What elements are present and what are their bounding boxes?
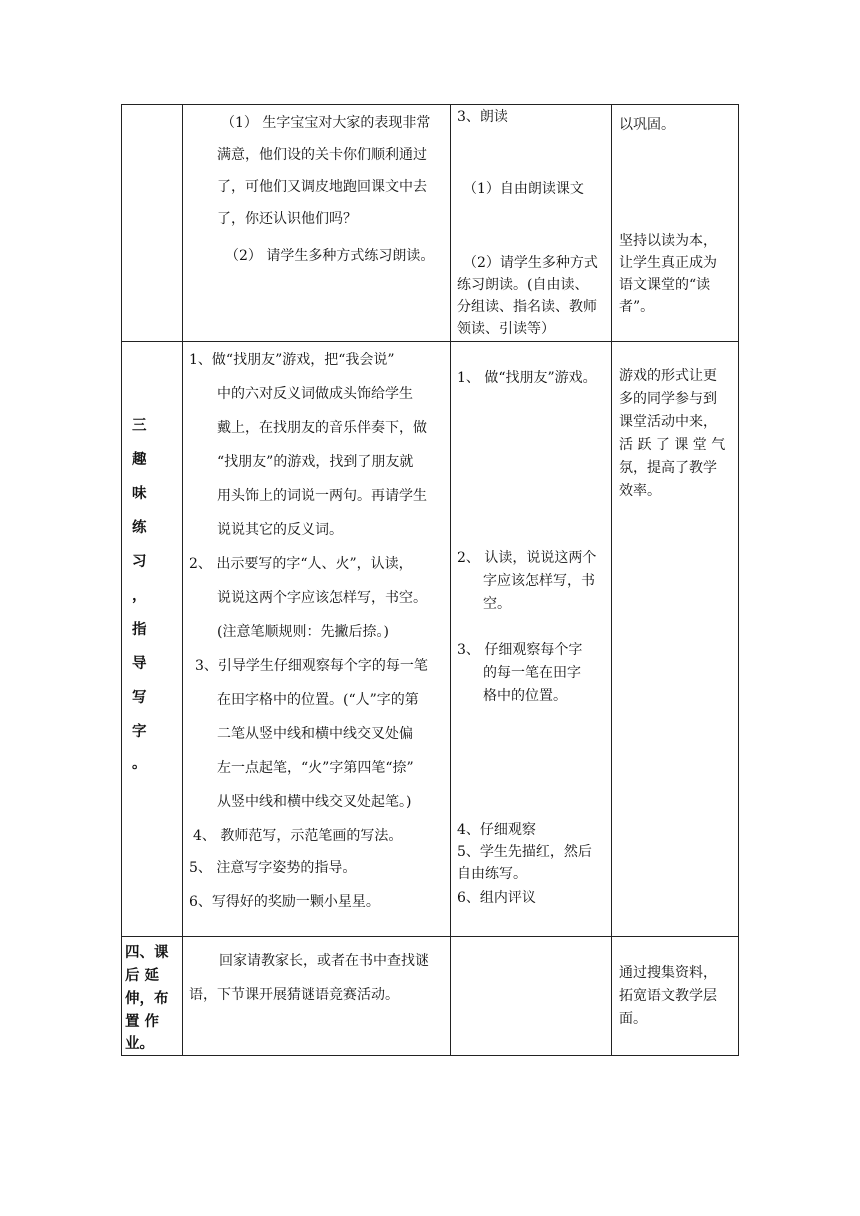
text-line: 自由练写。 (457, 866, 527, 882)
text-line: 中的六对反义词做成头饰给学生 (217, 386, 413, 402)
text-line: 2、 认读，说说这两个 (457, 550, 597, 566)
table-row (122, 937, 739, 1056)
text-line: 氛，提高了教学 (619, 460, 717, 476)
text-line: 5、 注意写字姿势的指导。 (189, 860, 357, 876)
student-activity-cell (451, 937, 612, 1056)
text-line: 说说其它的反义词。 (217, 522, 343, 538)
text-line: 了，你还认识他们吗？ (217, 211, 357, 227)
stage-char: 味 (132, 485, 147, 502)
stage-char: 趣 (132, 451, 147, 468)
text-line: 字应该怎样写，书 (483, 573, 595, 589)
text-line: 3、引导学生仔细观察每个字的每一笔 (195, 658, 428, 674)
text-line: （2）请学生多种方式 (463, 255, 598, 271)
text-line: 1、做“找朋友”游戏，把“我会说” (189, 352, 395, 368)
stage-text: 四、课 (125, 944, 169, 961)
text-line: 让学生真正成为 (619, 255, 717, 271)
text-line: 面。 (619, 1011, 647, 1027)
text-line: （1） 生字宝宝对大家的表现非常 (221, 115, 431, 131)
text-line: 4、仔细观察 (457, 822, 536, 838)
stage-char: 练 (132, 519, 147, 536)
table-row (122, 342, 739, 937)
design-intent-cell (612, 937, 739, 1056)
stage-text: 伸，布 (125, 990, 169, 1007)
text-line: （1）自由朗读课文 (463, 181, 584, 197)
text-line: 5、学生先描红，然后 (457, 844, 592, 860)
text-line: 者”。 (619, 299, 655, 315)
stage-cell (122, 937, 183, 1056)
text-line: 用头饰上的词说一两句。再请学生 (217, 488, 427, 504)
text-line: 在田字格中的位置。(“人”字的第 (217, 692, 419, 708)
text-line: 二笔从竖中线和横中线交叉处偏 (217, 726, 413, 742)
text-line: 满意，他们设的关卡你们顺利通过 (217, 147, 427, 163)
text-line: 课堂活动中来， (619, 414, 717, 430)
text-line: 效率。 (619, 483, 661, 499)
stage-char: 三 (132, 417, 147, 434)
stage-text: 后 延 (125, 967, 160, 984)
text-line: 的每一笔在田字 (483, 665, 581, 681)
stage-text: 置 作 (125, 1013, 160, 1030)
text-line: 2、 出示要写的字“人、火”，认读， (189, 556, 413, 572)
text-line: 拓宽语文教学层 (619, 988, 717, 1004)
stage-char: 习 (132, 553, 147, 570)
text-line: 左一点起笔，“火”字第四笔“捺” (217, 760, 414, 776)
text-line: 1、 做“找朋友”游戏。 (457, 370, 597, 386)
text-line: 通过搜集资料， (619, 965, 717, 981)
stage-char: 字 (132, 723, 147, 740)
text-line: 3、 仔细观察每个字 (457, 642, 583, 658)
stage-char: 写 (132, 689, 147, 706)
text-line: （2） 请学生多种方式练习朗读。 (225, 248, 435, 264)
teacher-activity-cell (183, 937, 451, 1056)
text-line: 语，下节课开展猜谜语竞赛活动。 (189, 987, 399, 1003)
stage-char: 。 (132, 755, 147, 772)
design-intent-cell (612, 342, 739, 937)
stage-char: 指 (132, 621, 147, 638)
lesson-plan-table (121, 104, 739, 1056)
text-line: (注意笔顺规则：先撇后捺。) (217, 624, 389, 640)
text-line: 分组读、指名读、教师 (457, 299, 597, 315)
text-line: 6、组内评议 (457, 890, 536, 906)
student-activity-cell (451, 342, 612, 937)
teacher-activity-cell (183, 105, 451, 342)
student-activity-cell (451, 105, 612, 342)
stage-cell (122, 105, 183, 342)
text-line: 坚持以读为本， (619, 233, 717, 249)
text-line: 格中的位置。 (483, 688, 567, 704)
text-line: 4、 教师范写，示范笔画的写法。 (193, 828, 403, 844)
table-row (122, 105, 739, 342)
text-line: 3、朗读 (457, 109, 508, 125)
text-line: 游戏的形式让更 (619, 368, 717, 384)
text-line: 了，可他们又调皮地跑回课文中去 (217, 179, 427, 195)
text-line: 空。 (483, 596, 511, 612)
text-line: 领读、引读等） (457, 321, 555, 337)
text-line: “找朋友”的游戏，找到了朋友就 (217, 454, 414, 470)
stage-char: 导 (132, 655, 147, 672)
text-line: 从竖中线和横中线交叉处起笔。) (217, 794, 412, 810)
design-intent-cell (612, 105, 739, 342)
text-line: 戴上，在找朋友的音乐伴奏下，做 (217, 420, 427, 436)
text-line: 回家请教家长，或者在书中查找谜 (219, 953, 429, 969)
text-line: 练习朗读。(自由读、 (457, 277, 589, 293)
stage-text: 业。 (125, 1035, 154, 1052)
stage-cell (122, 342, 183, 937)
text-line: 说说这两个字应该怎样写，书空。 (217, 590, 427, 606)
text-line: 语文课堂的“读 (619, 277, 711, 293)
teacher-activity-cell (183, 342, 451, 937)
text-line: 以巩固。 (619, 117, 675, 133)
text-line: 活 跃 了 课 堂 气 (619, 437, 726, 453)
stage-char: ， (132, 587, 147, 604)
text-line: 6、写得好的奖励一颗小星星。 (189, 894, 380, 910)
text-line: 多的同学参与到 (619, 391, 717, 407)
